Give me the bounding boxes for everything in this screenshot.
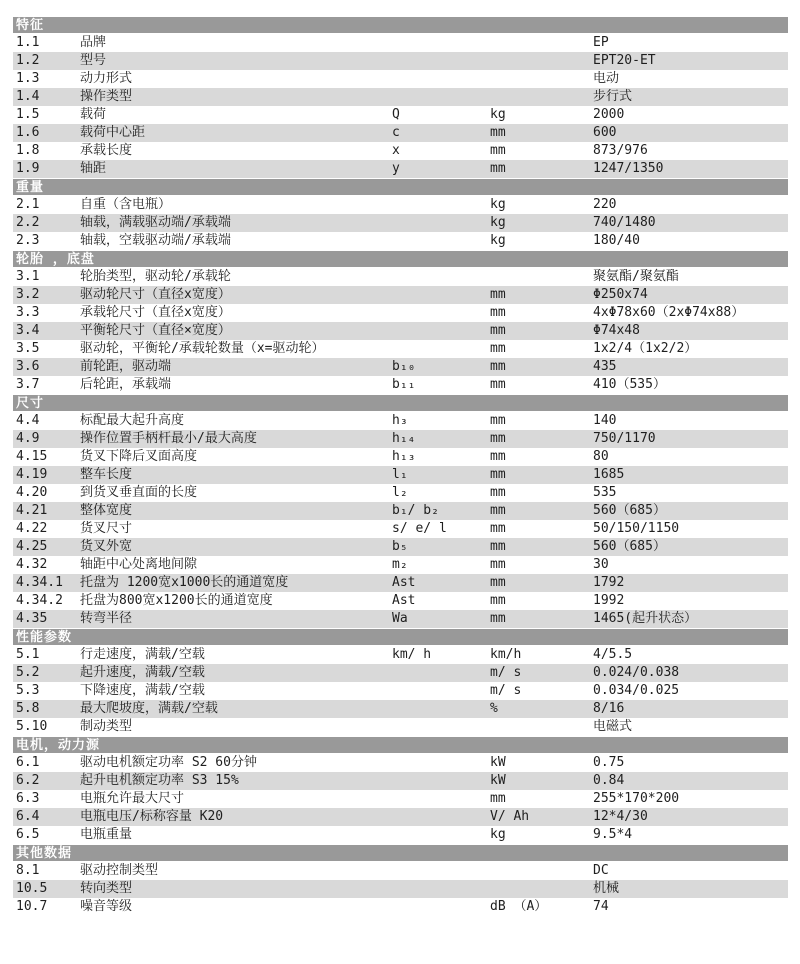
spec-row: [13, 556, 788, 574]
row-unit: mm: [490, 611, 506, 626]
spec-row: [13, 664, 788, 682]
row-value: 0.75: [593, 755, 625, 770]
row-id: 1.2: [16, 53, 40, 68]
row-id: 6.4: [16, 809, 40, 824]
spec-row: [13, 538, 788, 556]
row-name: 驱动电机额定功率 S2 60分钟: [80, 755, 257, 770]
spec-row: [13, 754, 788, 772]
row-unit: mm: [490, 791, 506, 806]
row-value: 560（685）: [593, 503, 666, 518]
row-symbol: b₁₀: [392, 359, 416, 374]
section-header: 尺寸: [13, 394, 788, 412]
spec-row: [13, 430, 788, 448]
row-value: 1x2/4（1x2/2）: [593, 341, 698, 356]
spec-row: [13, 412, 788, 430]
row-value: 220: [593, 197, 617, 212]
spec-row: [13, 484, 788, 502]
spec-row: [13, 268, 788, 286]
row-id: 4.9: [16, 431, 40, 446]
row-name: 转向类型: [80, 881, 133, 896]
row-value: 740/1480: [593, 215, 656, 230]
row-symbol: [392, 700, 490, 718]
row-value: 30: [593, 557, 609, 572]
row-value: Φ250x74: [593, 287, 648, 302]
row-value: 1465(起升状态）: [593, 611, 698, 626]
row-name: 型号: [80, 53, 107, 68]
row-id: 1.1: [16, 35, 40, 50]
spec-row: [13, 466, 788, 484]
row-unit: kW: [490, 755, 506, 770]
row-value: 50/150/1150: [593, 521, 680, 536]
row-value: 0.024/0.038: [593, 665, 680, 680]
row-value: 0.84: [593, 773, 625, 788]
row-name: 制动类型: [80, 719, 133, 734]
spec-row: [13, 610, 788, 628]
row-name: 起升电机额定功率 S3 15%: [80, 773, 239, 788]
row-value: 4xΦ78x60（2xΦ74x88）: [593, 305, 745, 320]
row-symbol: Ast: [392, 593, 416, 608]
spec-row: [13, 214, 788, 232]
row-unit: mm: [490, 359, 506, 374]
row-symbol: h₁₃: [392, 449, 416, 464]
row-value: 1685: [593, 467, 625, 482]
row-name: 自重（含电瓶）: [80, 197, 172, 212]
row-id: 3.6: [16, 359, 40, 374]
row-symbol: b₁/ b₂: [392, 503, 439, 518]
row-id: 3.2: [16, 287, 40, 302]
row-name: 承载长度: [80, 143, 133, 158]
row-unit: kg: [490, 827, 506, 842]
row-value: 74: [593, 899, 609, 914]
row-id: 3.1: [16, 269, 40, 284]
row-unit: [490, 52, 593, 70]
row-id: 3.4: [16, 323, 40, 338]
row-unit: km/h: [490, 647, 522, 662]
row-unit: mm: [490, 305, 506, 320]
spec-row: [13, 502, 788, 520]
row-id: 4.19: [16, 467, 48, 482]
row-unit: kW: [490, 773, 506, 788]
row-id: 4.21: [16, 503, 48, 518]
section-header: 重量: [13, 178, 788, 196]
row-symbol: y: [392, 161, 400, 176]
row-name: 轴距: [80, 161, 107, 176]
row-name: 后轮距，承载端: [80, 377, 172, 392]
row-value: 180/40: [593, 233, 640, 248]
row-id: 5.1: [16, 647, 40, 662]
row-unit: [490, 880, 593, 898]
row-value: 535: [593, 485, 617, 500]
spec-table: [13, 16, 788, 916]
spec-row: [13, 196, 788, 214]
row-name: 电瓶重量: [80, 827, 133, 842]
row-value: 步行式: [593, 89, 633, 104]
row-symbol: h₃: [392, 413, 408, 428]
row-value: 1792: [593, 575, 625, 590]
row-id: 4.22: [16, 521, 48, 536]
row-unit: mm: [490, 575, 506, 590]
row-value: 8/16: [593, 701, 625, 716]
row-value: 2000: [593, 107, 625, 122]
row-name: 载荷中心距: [80, 125, 146, 140]
row-id: 4.25: [16, 539, 48, 554]
row-unit: %: [490, 701, 498, 716]
row-unit: m/ s: [490, 665, 522, 680]
row-symbol: [392, 862, 490, 880]
spec-row: [13, 286, 788, 304]
row-value: 1992: [593, 593, 625, 608]
spec-row: [13, 718, 788, 736]
row-unit: mm: [490, 521, 506, 536]
row-unit: mm: [490, 161, 506, 176]
row-unit: [490, 268, 593, 286]
row-name: 整体宽度: [80, 503, 133, 518]
row-unit: mm: [490, 377, 506, 392]
row-symbol: b₅: [392, 539, 408, 554]
row-value: DC: [593, 863, 609, 878]
spec-row: [13, 52, 788, 70]
spec-row: [13, 34, 788, 52]
row-unit: mm: [490, 413, 506, 428]
row-id: 4.34.2: [16, 593, 63, 608]
section-header: 特征: [13, 16, 788, 34]
row-value: 4/5.5: [593, 647, 633, 662]
row-symbol: [392, 304, 490, 322]
row-id: 4.4: [16, 413, 40, 428]
row-symbol: [392, 808, 490, 826]
row-value: Φ74x48: [593, 323, 640, 338]
row-unit: kg: [490, 215, 506, 230]
spec-row: [13, 106, 788, 124]
row-id: 1.3: [16, 71, 40, 86]
row-unit: V/ Ah: [490, 809, 530, 824]
row-value: 电动: [593, 71, 620, 86]
row-unit: mm: [490, 503, 506, 518]
row-unit: mm: [490, 539, 506, 554]
row-symbol: [392, 772, 490, 790]
row-unit: mm: [490, 449, 506, 464]
row-id: 5.8: [16, 701, 40, 716]
row-name: 轴载，满载驱动端/承载端: [80, 215, 231, 230]
row-id: 3.7: [16, 377, 40, 392]
row-name: 货叉尺寸: [80, 521, 133, 536]
row-value: 435: [593, 359, 617, 374]
row-symbol: Ast: [392, 575, 416, 590]
spec-row: [13, 790, 788, 808]
row-symbol: c: [392, 125, 400, 140]
row-id: 4.20: [16, 485, 48, 500]
row-symbol: b₁₁: [392, 377, 416, 392]
row-value: 80: [593, 449, 609, 464]
spec-row: [13, 772, 788, 790]
row-id: 8.1: [16, 863, 40, 878]
row-id: 3.3: [16, 305, 40, 320]
spec-row: [13, 700, 788, 718]
row-value: EPT20-ET: [593, 53, 656, 68]
spec-row: [13, 70, 788, 88]
row-symbol: [392, 880, 490, 898]
row-name: 托盘为 1200宽x1000长的通道宽度: [80, 575, 289, 590]
spec-row: [13, 160, 788, 178]
row-id: 1.8: [16, 143, 40, 158]
row-name: 整车长度: [80, 467, 133, 482]
row-value: 750/1170: [593, 431, 656, 446]
row-unit: kg: [490, 197, 506, 212]
row-name: 前轮距，驱动端: [80, 359, 172, 374]
spec-row: [13, 340, 788, 358]
row-value: 聚氨酯/聚氨酯: [593, 269, 679, 284]
row-symbol: l₁: [392, 467, 408, 482]
spec-row: [13, 142, 788, 160]
row-name: 驱动控制类型: [80, 863, 159, 878]
row-unit: mm: [490, 467, 506, 482]
row-symbol: x: [392, 143, 400, 158]
row-value: 0.034/0.025: [593, 683, 680, 698]
row-symbol: [392, 664, 490, 682]
spec-row: [13, 448, 788, 466]
section-header: 电机，动力源: [13, 736, 788, 754]
row-value: EP: [593, 35, 609, 50]
section-header: 其他数据: [13, 844, 788, 862]
row-value: 600: [593, 125, 617, 140]
row-id: 6.2: [16, 773, 40, 788]
row-symbol: [392, 682, 490, 700]
spec-row: [13, 304, 788, 322]
row-id: 2.1: [16, 197, 40, 212]
row-name: 噪音等级: [80, 899, 133, 914]
section-header: 轮胎 ，底盘: [13, 250, 788, 268]
row-value: 12*4/30: [593, 809, 648, 824]
spec-row: [13, 826, 788, 844]
row-symbol: [392, 52, 490, 70]
row-name: 货叉下降后叉面高度: [80, 449, 198, 464]
row-name: 轴载，空载驱动端/承载端: [80, 233, 231, 248]
row-unit: mm: [490, 593, 506, 608]
spec-row: [13, 520, 788, 538]
row-name: 承载轮尺寸（直径x宽度）: [80, 305, 231, 320]
row-name: 轴距中心处离地间隙: [80, 557, 198, 572]
row-id: 2.2: [16, 215, 40, 230]
row-unit: mm: [490, 557, 506, 572]
row-id: 4.34.1: [16, 575, 63, 590]
row-value: 电磁式: [593, 719, 633, 734]
row-symbol: [392, 340, 490, 358]
row-unit: [490, 718, 593, 736]
row-symbol: m₂: [392, 557, 408, 572]
row-symbol: h₁₄: [392, 431, 416, 446]
row-symbol: [392, 88, 490, 106]
row-name: 最大爬坡度，满载/空载: [80, 701, 218, 716]
row-unit: mm: [490, 143, 506, 158]
spec-row: [13, 646, 788, 664]
row-symbol: l₂: [392, 485, 408, 500]
row-unit: [490, 34, 593, 52]
spec-row: [13, 898, 788, 916]
row-symbol: [392, 214, 490, 232]
row-symbol: [392, 196, 490, 214]
row-id: 1.4: [16, 89, 40, 104]
spec-row: [13, 592, 788, 610]
row-id: 6.5: [16, 827, 40, 842]
row-name: 驱动轮尺寸（直径x宽度）: [80, 287, 231, 302]
row-name: 货叉外宽: [80, 539, 133, 554]
row-unit: [490, 88, 593, 106]
row-unit: mm: [490, 431, 506, 446]
row-symbol: [392, 826, 490, 844]
row-unit: mm: [490, 323, 506, 338]
row-id: 10.5: [16, 881, 48, 896]
row-id: 3.5: [16, 341, 40, 356]
row-value: 9.5*4: [593, 827, 633, 842]
row-name: 操作类型: [80, 89, 133, 104]
spec-row: [13, 124, 788, 142]
row-id: 6.3: [16, 791, 40, 806]
row-value: 140: [593, 413, 617, 428]
spec-row: [13, 358, 788, 376]
spec-row: [13, 88, 788, 106]
row-value: 255*170*200: [593, 791, 680, 806]
row-symbol: [392, 322, 490, 340]
row-name: 动力形式: [80, 71, 133, 86]
row-id: 4.32: [16, 557, 48, 572]
row-id: 5.10: [16, 719, 48, 734]
row-id: 5.3: [16, 683, 40, 698]
row-value: 410（535）: [593, 377, 666, 392]
row-name: 起升速度，满载/空载: [80, 665, 205, 680]
row-unit: mm: [490, 287, 506, 302]
row-unit: [490, 862, 593, 880]
row-id: 4.15: [16, 449, 48, 464]
row-symbol: km/ h: [392, 647, 432, 662]
row-name: 标配最大起升高度: [80, 413, 185, 428]
row-id: 1.5: [16, 107, 40, 122]
row-symbol: Wa: [392, 611, 408, 626]
row-id: 1.9: [16, 161, 40, 176]
row-id: 2.3: [16, 233, 40, 248]
spec-row: [13, 376, 788, 394]
row-symbol: [392, 232, 490, 250]
row-name: 电瓶电压/标称容量 K20: [80, 809, 224, 824]
row-id: 4.35: [16, 611, 48, 626]
row-name: 平衡轮尺寸（直径×宽度）: [80, 323, 231, 338]
row-unit: mm: [490, 125, 506, 140]
row-unit: kg: [490, 107, 506, 122]
row-name: 电瓶允许最大尺寸: [80, 791, 185, 806]
spec-row: [13, 880, 788, 898]
row-value: 560（685）: [593, 539, 666, 554]
spec-row: [13, 808, 788, 826]
row-symbol: [392, 70, 490, 88]
row-id: 1.6: [16, 125, 40, 140]
row-symbol: s/ e/ l: [392, 521, 447, 536]
section-header: 性能参数: [13, 628, 788, 646]
row-unit: kg: [490, 233, 506, 248]
row-name: 操作位置手柄杆最小/最大高度: [80, 431, 257, 446]
row-id: 10.7: [16, 899, 48, 914]
row-value: 机械: [593, 881, 620, 896]
row-symbol: [392, 286, 490, 304]
row-symbol: [392, 268, 490, 286]
row-symbol: [392, 790, 490, 808]
row-unit: mm: [490, 341, 506, 356]
spec-row: [13, 682, 788, 700]
row-name: 载荷: [80, 107, 107, 122]
row-name: 驱动轮，平衡轮/承载轮数量（x=驱动轮）: [80, 341, 325, 356]
row-name: 到货叉垂直面的长度: [80, 485, 198, 500]
row-symbol: [392, 34, 490, 52]
row-value: 1247/1350: [593, 161, 664, 176]
spec-row: [13, 232, 788, 250]
row-symbol: [392, 718, 490, 736]
row-unit: [490, 70, 593, 88]
row-name: 轮胎类型，驱动轮/承载轮: [80, 269, 231, 284]
row-name: 托盘为800宽x1200长的通道宽度: [80, 593, 273, 608]
row-unit: mm: [490, 485, 506, 500]
row-name: 转弯半径: [80, 611, 133, 626]
row-value: 873/976: [593, 143, 648, 158]
row-symbol: [392, 898, 490, 916]
row-unit: m/ s: [490, 683, 522, 698]
row-id: 5.2: [16, 665, 40, 680]
row-symbol: Q: [392, 107, 400, 122]
row-name: 行走速度，满载/空载: [80, 647, 205, 662]
row-name: 下降速度，满载/空载: [80, 683, 205, 698]
row-symbol: [392, 754, 490, 772]
row-unit: dB （A）: [490, 899, 548, 914]
row-id: 6.1: [16, 755, 40, 770]
spec-row: [13, 322, 788, 340]
row-name: 品牌: [80, 35, 107, 50]
spec-row: [13, 862, 788, 880]
spec-row: [13, 574, 788, 592]
